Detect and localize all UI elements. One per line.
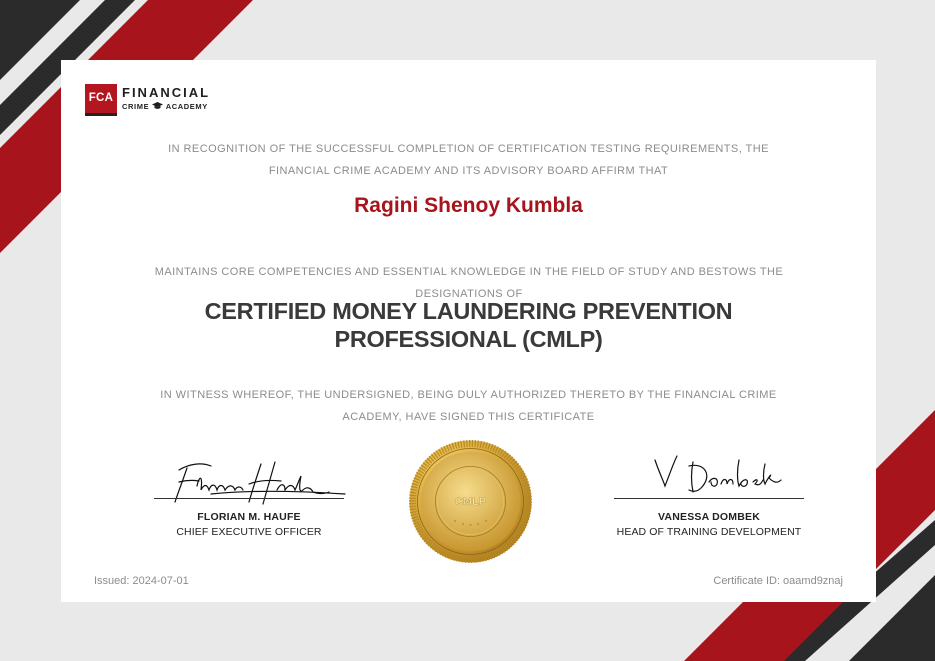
recognition-statement: IN RECOGNITION OF THE SUCCESSFUL COMPLETION OF CERTIFICATION TESTING REQUIREMENTS, THE FINANCIAL CRIME ACADEMY AND ITS ADVISORY BOARD AFFIRM THAT bbox=[168, 143, 769, 177]
logo-badge: FCA bbox=[85, 84, 117, 116]
logo-word-crime: CRIME bbox=[122, 102, 150, 111]
witness-statement: IN WITNESS WHEREOF, THE UNDERSIGNED, BEING DULY AUTHORIZED THERETO BY THE FINANCIAL CRIME ACADEMY, HAVE SIGNED THIS CERTIFICATE bbox=[160, 389, 777, 423]
competency-statement: MAINTAINS CORE COMPETENCIES AND ESSENTIAL KNOWLEDGE IN THE FIELD OF STUDY AND BESTOWS THE DESIGNATIONS OF bbox=[154, 266, 784, 300]
signature-vanessa-dombek bbox=[609, 450, 809, 510]
logo-line-crime-academy bbox=[122, 102, 208, 111]
signature-line-left bbox=[154, 498, 344, 499]
certificate-id: Certificate ID: oaamd9znaj bbox=[713, 575, 843, 587]
cmlp-gold-seal bbox=[408, 439, 533, 564]
signatory-title-right: HEAD OF TRAINING DEVELOPMENT bbox=[616, 526, 802, 538]
logo-line-financial: FINANCIAL bbox=[122, 85, 211, 100]
signature-florian-haufe bbox=[149, 450, 349, 510]
signatory-name-right: VANESSA DOMBEK bbox=[658, 511, 760, 523]
graduation-cap-icon bbox=[152, 102, 166, 111]
issued-date: Issued: 2024-07-01 bbox=[94, 575, 189, 587]
signature-line-right bbox=[614, 498, 804, 499]
certificate-card bbox=[61, 60, 876, 602]
signatory-title-left: CHIEF EXECUTIVE OFFICER bbox=[176, 526, 322, 538]
signatory-name-left: FLORIAN M. HAUFE bbox=[197, 511, 301, 523]
designation-title: CERTIFIED MONEY LAUNDERING PREVENTION PROFESSIONAL (CMLP) bbox=[204, 298, 733, 352]
logo-word-academy: ACADEMY bbox=[165, 102, 208, 111]
seal-label: CMLP bbox=[454, 496, 487, 508]
recipient-name: Ragini Shenoy Kumbla bbox=[354, 194, 583, 217]
